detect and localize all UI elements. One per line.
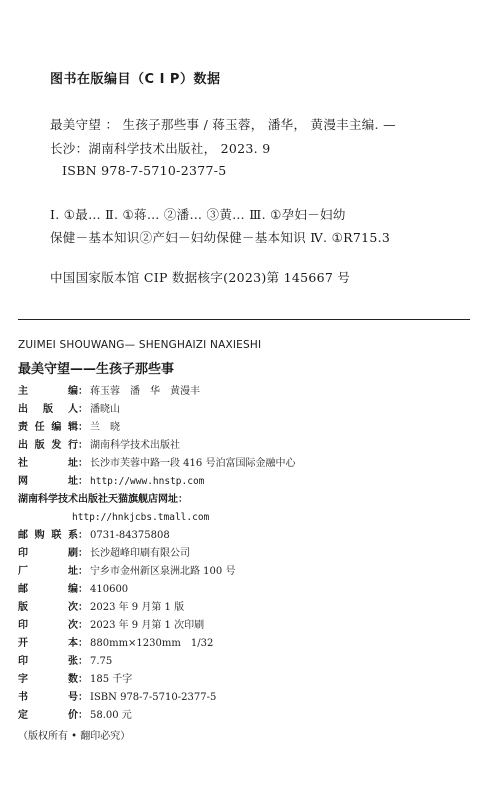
row-label: 湖南科学技术出版社天猫旗舰店网址 (18, 494, 178, 505)
cip-isbn-line: ISBN 978-7-5710-2377-5 (62, 163, 227, 178)
imprint-row-responsible-editor: 责任编辑： 兰 晓 (18, 422, 120, 433)
cip-publisher-line: 长沙：湖南科学技术出版社， 2023. 9 (50, 141, 271, 156)
imprint-row-factory-address: 厂址： 宁乡市金州新区泉洲北路 100 号 (18, 566, 236, 577)
row-label: 邮购联系 (18, 530, 78, 541)
row-value: 潘晓山 (90, 404, 120, 415)
row-label: 责任编辑 (18, 422, 78, 433)
imprint-row-website: 网址： http://www.hnstp.com (18, 476, 205, 487)
row-value: 兰 晓 (90, 422, 120, 433)
row-label: 印刷 (18, 548, 78, 559)
row-value: ISBN 978-7-5710-2377-5 (90, 692, 217, 703)
row-label: 版次 (18, 602, 78, 613)
row-label: 出版人 (18, 404, 78, 415)
row-value: 2023 年 9 月第 1 次印刷 (90, 620, 205, 631)
row-label: 邮编 (18, 584, 78, 595)
section-divider (18, 319, 470, 320)
row-label: 网址 (18, 476, 78, 487)
row-label: 厂址 (18, 566, 78, 577)
row-value: 湖南科学技术出版社 (90, 440, 180, 451)
imprint-row-edition: 版次： 2023 年 9 月第 1 版 (18, 602, 185, 613)
cip-record-number: 中国国家版本馆 CIP 数据核字(2023)第 145667 号 (50, 270, 351, 285)
imprint-row-tmall-label: 湖南科学技术出版社天猫旗舰店网址： (18, 494, 188, 505)
row-label: 印张 (18, 656, 78, 667)
imprint-row-sheets: 印张： 7.75 (18, 656, 113, 667)
row-value: 410600 (90, 584, 129, 595)
imprint-row-address: 社址： 长沙市芙蓉中路一段 416 号泊富国际金融中心 (18, 458, 296, 469)
imprint-row-tmall-url (72, 511, 209, 525)
imprint-row-format: 开本： 880mm×1230mm 1/32 (18, 638, 214, 649)
row-label: 开本 (18, 638, 78, 649)
row-label: 定价 (18, 710, 78, 721)
row-value: 宁乡市金州新区泉洲北路 100 号 (90, 566, 236, 577)
cip-index-line-1: Ⅰ. ①最… Ⅱ. ①蒋… ②潘… ③黄… Ⅲ. ①孕妇－妇幼 (50, 207, 346, 222)
row-label: 字数 (18, 674, 78, 685)
copyright-notice: （版权所有 • 翻印必究） (18, 731, 131, 742)
row-value: 880mm×1230mm 1/32 (90, 638, 214, 649)
imprint-row-publisher-person: 出版人： 潘晓山 (18, 404, 120, 415)
imprint-row-mail-order: 邮购联系： 0731-84375808 (18, 530, 170, 541)
imprint-row-word-count: 字数： 185 千字 (18, 674, 133, 685)
row-value: 2023 年 9 月第 1 版 (90, 602, 185, 613)
imprint-row-issuer: 出版发行： 湖南科学技术出版社 (18, 440, 180, 451)
row-value: 0731-84375808 (90, 530, 170, 541)
row-label: 出版发行 (18, 440, 78, 451)
cip-index-line-2: 保健－基本知识②产妇－妇幼保健－基本知识 Ⅳ. ①R715.3 (50, 230, 391, 245)
row-value: http://www.hnstp.com (90, 476, 205, 487)
cip-heading: 图书在版编目（C I P）数据 (50, 72, 221, 87)
imprint-row-postcode: 邮编： 410600 (18, 584, 129, 595)
row-value: 长沙超峰印刷有限公司 (90, 548, 190, 559)
row-label: 社址 (18, 458, 78, 469)
imprint-row-printing: 印次： 2023 年 9 月第 1 次印刷 (18, 620, 205, 631)
cip-title-line: 最美守望 ： 生孩子那些事 / 蒋玉蓉， 潘华， 黄漫丰主编. — (50, 117, 396, 132)
row-value: 长沙市芙蓉中路一段 416 号泊富国际金融中心 (90, 458, 296, 469)
book-title: 最美守望——生孩子那些事 (18, 362, 175, 377)
imprint-row-printer: 印刷： 长沙超峰印刷有限公司 (18, 548, 190, 559)
row-label: 书号 (18, 692, 78, 703)
row-label: 主编 (18, 386, 78, 397)
row-value: http://hnkjcbs.tmall.com (72, 512, 210, 523)
imprint-row-price: 定价： 58.00 元 (18, 710, 132, 721)
row-value: 58.00 元 (90, 710, 132, 721)
pinyin-title: ZUIMEI SHOUWANG— SHENGHAIZI NAXIESHI (18, 339, 262, 351)
row-value: 蒋玉蓉 潘 华 黄漫丰 (90, 386, 200, 397)
row-value: 185 千字 (90, 674, 133, 685)
imprint-row-isbn: 书号： ISBN 978-7-5710-2377-5 (18, 692, 217, 703)
row-value: 7.75 (90, 656, 113, 667)
imprint-row-editors: 主编： 蒋玉蓉 潘 华 黄漫丰 (18, 386, 200, 397)
row-label: 印次 (18, 620, 78, 631)
